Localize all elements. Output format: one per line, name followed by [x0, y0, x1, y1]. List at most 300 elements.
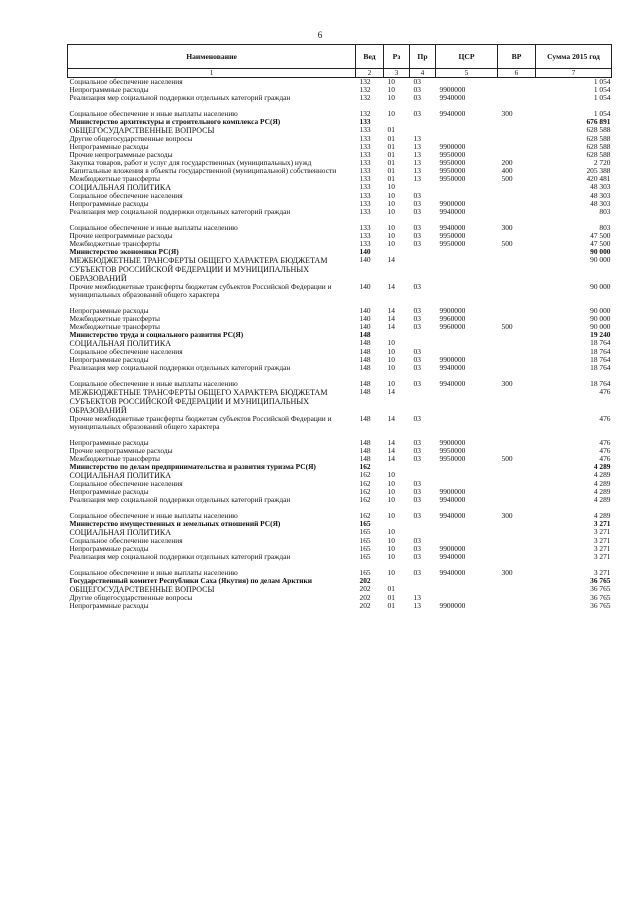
cell-vr: 200: [501, 159, 513, 167]
cell-sum: 476: [599, 455, 611, 463]
table-row: [68, 200, 612, 208]
table-row: [68, 455, 612, 463]
cell-name: Реализация мер социальной поддержки отдельных категорий граждан: [69, 553, 291, 561]
cell-name: Социальное обеспечение населения: [69, 348, 183, 356]
cell-pr: 13: [413, 143, 421, 151]
cell-sum: 4 289: [593, 471, 611, 479]
cell-vr: [498, 364, 536, 372]
cell-csr: 9940000: [439, 569, 466, 577]
cell-pr: 13: [413, 594, 421, 602]
cell-pr: 03: [413, 348, 421, 356]
cell-sum: 420 481: [586, 175, 611, 183]
cell-vr: [498, 192, 536, 200]
cell-rz: [384, 520, 410, 528]
cell-vr: 300: [501, 380, 513, 388]
cell-vr: [498, 200, 536, 208]
table-row: [68, 520, 612, 528]
table-row: [68, 496, 612, 504]
cell-csr: 9950000: [439, 175, 466, 183]
cell-vr: [498, 86, 536, 94]
cell-csr: [436, 577, 498, 585]
cell-name: Капитальные вложения в объекты государственной (муниципальной) собственности: [69, 167, 337, 175]
cell-vr: [498, 488, 536, 496]
cell-ved: 133: [359, 192, 371, 200]
table-row: [68, 447, 612, 455]
cell-name: Другие общегосударственные вопросы: [69, 135, 193, 143]
cell-rz: 01: [387, 167, 395, 175]
cell-ved: 132: [359, 86, 371, 94]
cell-pr: [410, 183, 436, 192]
header-index-3: 3: [384, 69, 410, 78]
cell-rz: 01: [387, 585, 395, 593]
cell-ved: 165: [359, 520, 371, 528]
cell-ved: 162: [359, 512, 371, 520]
table-row: [68, 415, 612, 431]
cell-rz: 10: [387, 553, 395, 561]
cell-pr: [410, 577, 436, 585]
cell-csr: 9950000: [439, 240, 466, 248]
cell-name: Непрограммные расходы: [69, 488, 149, 496]
cell-ved: 202: [359, 602, 371, 610]
cell-name: Непрограммные расходы: [69, 86, 149, 94]
cell-ved: 133: [359, 159, 371, 167]
cell-name: Министерство по делам предпринимательства и развития туризма РС(Я): [69, 463, 316, 471]
cell-rz: 10: [387, 528, 395, 536]
table-row: [68, 94, 612, 102]
cell-csr: 9960000: [439, 323, 466, 331]
cell-csr: [436, 520, 498, 528]
cell-rz: 14: [387, 439, 395, 447]
cell-name: Министерство имущественных и земельных отношений РС(Я): [69, 520, 281, 528]
cell-csr: 9900000: [439, 602, 466, 610]
header-index-4: 4: [410, 69, 436, 78]
row-spacer-cell: [68, 372, 612, 380]
cell-sum: 90 000: [590, 283, 611, 291]
cell-pr: 03: [413, 512, 421, 520]
cell-csr: 9900000: [439, 545, 466, 553]
table-row: [68, 569, 612, 577]
cell-ved: 148: [359, 331, 371, 339]
page-number: 6: [317, 30, 323, 40]
cell-sum: 205 388: [586, 167, 611, 175]
cell-name: Социальное обеспечение населения: [69, 77, 183, 86]
table-row: [68, 364, 612, 372]
cell-csr: 9940000: [439, 496, 466, 504]
table-row: [68, 232, 612, 240]
table-row: [68, 208, 612, 216]
cell-csr: [436, 348, 498, 356]
cell-rz: 10: [387, 348, 395, 356]
cell-rz: 10: [387, 512, 395, 520]
cell-csr: [436, 126, 498, 135]
cell-sum: 803: [599, 224, 611, 232]
cell-csr: [436, 192, 498, 200]
cell-name: Непрограммные расходы: [69, 200, 149, 208]
cell-sum: 3 271: [593, 545, 611, 553]
cell-vr: [498, 256, 536, 283]
cell-csr: [436, 283, 498, 299]
cell-ved: 133: [359, 167, 371, 175]
row-spacer: [68, 431, 612, 439]
header-name: Наименование: [68, 45, 356, 69]
cell-pr: 03: [413, 240, 421, 248]
cell-vr: [498, 602, 536, 610]
cell-rz: 01: [387, 159, 395, 167]
cell-vr: [498, 126, 536, 135]
table-row: [68, 248, 612, 256]
table-row: [68, 463, 612, 471]
cell-csr: 9900000: [439, 143, 466, 151]
cell-csr: 9940000: [439, 512, 466, 520]
cell-rz: [384, 331, 410, 339]
cell-ved: 132: [359, 77, 371, 86]
table-row: [68, 388, 612, 415]
table-row: [68, 159, 612, 167]
cell-csr: 9900000: [439, 307, 466, 315]
table-row: [68, 439, 612, 447]
cell-ved: 162: [359, 463, 371, 471]
table-row: [68, 192, 612, 200]
cell-ved: 148: [359, 356, 371, 364]
cell-vr: [498, 520, 536, 528]
cell-pr: 03: [413, 439, 421, 447]
cell-name: Прочие межбюджетные трансферты бюджетам субъектов Российской Федерации и муниципальных образований общего характера: [69, 283, 332, 299]
cell-ved: 162: [359, 488, 371, 496]
cell-vr: [498, 463, 536, 471]
table-row: [68, 380, 612, 388]
cell-ved: 148: [359, 447, 371, 455]
cell-sum: 628 588: [586, 126, 611, 134]
cell-pr: [410, 331, 436, 339]
table-row: [68, 553, 612, 561]
cell-rz: 10: [387, 183, 395, 191]
cell-rz: 10: [387, 240, 395, 248]
cell-sum: 1 054: [593, 86, 611, 94]
cell-pr: 03: [413, 447, 421, 455]
table-row: [68, 480, 612, 488]
cell-rz: 10: [387, 192, 395, 200]
cell-name: Непрограммные расходы: [69, 307, 149, 315]
table-row: [68, 528, 612, 537]
cell-ved: 140: [359, 315, 371, 323]
cell-sum: 4 289: [593, 496, 611, 504]
table-row: [68, 118, 612, 126]
cell-csr: [436, 256, 498, 283]
cell-vr: [498, 356, 536, 364]
cell-rz: 10: [387, 200, 395, 208]
cell-vr: 500: [501, 175, 513, 183]
table-body: [68, 78, 612, 611]
cell-name: Государственный комитет Республики Саха (Якутия) по делам Арктики: [69, 577, 313, 585]
cell-name: СОЦИАЛЬНАЯ ПОЛИТИКА: [69, 528, 171, 537]
cell-csr: [436, 331, 498, 339]
cell-vr: [498, 415, 536, 431]
cell-name: Реализация мер социальной поддержки отдельных категорий граждан: [69, 364, 291, 372]
cell-name: Непрограммные расходы: [69, 439, 149, 447]
cell-csr: [436, 388, 498, 415]
cell-pr: 13: [413, 167, 421, 175]
cell-csr: 9940000: [439, 110, 466, 118]
cell-vr: [498, 447, 536, 455]
cell-name: Социальное обеспечение населения: [69, 537, 183, 545]
cell-vr: [498, 496, 536, 504]
cell-csr: 9950000: [439, 232, 466, 240]
table-row: [68, 167, 612, 175]
cell-name: Прочие непрограммные расходы: [69, 447, 173, 455]
cell-name: Социальное обеспечение и иные выплаты населению: [69, 569, 238, 577]
cell-vr: 500: [501, 455, 513, 463]
cell-ved: 133: [359, 208, 371, 216]
cell-rz: 10: [387, 339, 395, 347]
table-row: [68, 348, 612, 356]
cell-sum: 48 303: [590, 183, 611, 191]
table-row: [68, 512, 612, 520]
cell-csr: 9950000: [439, 159, 466, 167]
cell-pr: 03: [413, 323, 421, 331]
cell-sum: 676 891: [586, 118, 611, 126]
cell-rz: 14: [387, 455, 395, 463]
table-header: [68, 45, 612, 78]
cell-vr: [498, 315, 536, 323]
cell-ved: 202: [359, 585, 371, 593]
cell-pr: 03: [413, 537, 421, 545]
cell-pr: 03: [413, 356, 421, 364]
cell-vr: [498, 585, 536, 594]
cell-vr: [498, 339, 536, 348]
cell-sum: 3 271: [593, 537, 611, 545]
cell-pr: 03: [413, 283, 421, 291]
cell-rz: 10: [387, 569, 395, 577]
table-row: [68, 331, 612, 339]
cell-ved: 133: [359, 118, 371, 126]
cell-ved: 148: [359, 339, 371, 347]
cell-name: Реализация мер социальной поддержки отдельных категорий граждан: [69, 208, 291, 216]
cell-pr: [410, 256, 436, 283]
cell-csr: 9940000: [439, 224, 466, 232]
cell-rz: [384, 463, 410, 471]
cell-vr: [498, 78, 536, 87]
cell-pr: 13: [413, 135, 421, 143]
cell-rz: 10: [387, 94, 395, 102]
cell-name: Межбюджетные трансферты: [69, 315, 160, 323]
cell-ved: 133: [359, 232, 371, 240]
cell-pr: 03: [413, 488, 421, 496]
cell-vr: [498, 439, 536, 447]
cell-csr: 9940000: [439, 208, 466, 216]
table-row: [68, 577, 612, 585]
cell-name: Закупка товаров, работ и услуг для государственных (муниципальных) нужд: [69, 159, 312, 167]
cell-pr: 03: [413, 496, 421, 504]
cell-ved: 148: [359, 380, 371, 388]
cell-vr: [498, 545, 536, 553]
row-spacer: [68, 102, 612, 110]
cell-pr: [410, 339, 436, 348]
cell-pr: 03: [413, 77, 421, 86]
cell-csr: 9950000: [439, 151, 466, 159]
row-spacer-cell: [68, 504, 612, 512]
cell-ved: 165: [359, 569, 371, 577]
cell-rz: 10: [387, 208, 395, 216]
table-row: [68, 183, 612, 192]
cell-pr: 03: [413, 110, 421, 118]
cell-sum: 3 271: [593, 528, 611, 536]
cell-vr: 300: [501, 110, 513, 118]
cell-pr: 13: [413, 151, 421, 159]
cell-name: ОБЩЕГОСУДАРСТВЕННЫЕ ВОПРОСЫ: [69, 585, 215, 594]
table-row: [68, 224, 612, 232]
cell-name: Социальное обеспечение и иные выплаты населению: [69, 110, 238, 118]
cell-rz: [384, 118, 410, 126]
cell-csr: [436, 118, 498, 126]
cell-name: Прочие межбюджетные трансферты бюджетам субъектов Российской Федерации и муниципальных образований общего характера: [69, 415, 332, 431]
header-index-2: 2: [356, 69, 384, 78]
cell-name: Министерство архитектуры и строительного комплекса РС(Я): [69, 118, 281, 126]
cell-rz: 10: [387, 496, 395, 504]
cell-sum: 3 271: [593, 553, 611, 561]
cell-rz: 10: [387, 224, 395, 232]
cell-ved: 148: [359, 388, 371, 396]
cell-sum: 4 289: [593, 512, 611, 520]
table-row: [68, 86, 612, 94]
cell-sum: 18 764: [590, 339, 611, 347]
cell-name: Прочие непрограммные расходы: [69, 232, 173, 240]
cell-csr: 9900000: [439, 488, 466, 496]
cell-pr: 03: [413, 545, 421, 553]
header-vr: ВР: [498, 45, 536, 69]
cell-csr: 9950000: [439, 455, 466, 463]
cell-pr: 03: [413, 307, 421, 315]
table-row: [68, 594, 612, 602]
cell-csr: [436, 248, 498, 256]
cell-ved: 140: [359, 323, 371, 331]
cell-ved: 165: [359, 553, 371, 561]
cell-pr: 03: [413, 569, 421, 577]
table-row: [68, 283, 612, 299]
row-spacer: [68, 504, 612, 512]
cell-rz: 10: [387, 110, 395, 118]
cell-name: Социальное обеспечение и иные выплаты населению: [69, 380, 238, 388]
row-spacer: [68, 561, 612, 569]
cell-name: Другие общегосударственные вопросы: [69, 594, 193, 602]
cell-rz: 10: [387, 537, 395, 545]
row-spacer-cell: [68, 299, 612, 307]
cell-sum: 476: [599, 439, 611, 447]
cell-name: Прочие непрограммные расходы: [69, 151, 173, 159]
cell-rz: 10: [387, 480, 395, 488]
cell-sum: 3 271: [593, 569, 611, 577]
cell-sum: 628 588: [586, 135, 611, 143]
cell-vr: [498, 528, 536, 537]
cell-rz: 10: [387, 86, 395, 94]
cell-vr: 500: [501, 240, 513, 248]
cell-csr: 9950000: [439, 167, 466, 175]
cell-rz: 01: [387, 175, 395, 183]
cell-vr: [498, 553, 536, 561]
cell-sum: 628 588: [586, 151, 611, 159]
cell-sum: 18 764: [590, 356, 611, 364]
cell-ved: 140: [359, 248, 371, 256]
cell-ved: 140: [359, 256, 371, 264]
cell-sum: 36 765: [590, 585, 611, 593]
table-row: [68, 537, 612, 545]
cell-name: Межбюджетные трансферты: [69, 455, 160, 463]
cell-ved: 133: [359, 200, 371, 208]
cell-sum: 90 000: [590, 307, 611, 315]
cell-name: Межбюджетные трансферты: [69, 240, 160, 248]
cell-ved: 202: [359, 577, 371, 585]
cell-ved: 148: [359, 415, 371, 423]
cell-csr: [436, 537, 498, 545]
cell-name: Непрограммные расходы: [69, 143, 149, 151]
cell-rz: 10: [387, 77, 395, 86]
row-spacer-cell: [68, 561, 612, 569]
cell-sum: 19 240: [590, 331, 611, 339]
cell-ved: 202: [359, 594, 371, 602]
cell-rz: 14: [387, 315, 395, 323]
header-ved: Вед: [356, 45, 384, 69]
cell-pr: [410, 118, 436, 126]
row-spacer: [68, 216, 612, 224]
table-row: [68, 175, 612, 183]
cell-rz: 01: [387, 143, 395, 151]
cell-rz: 01: [387, 151, 395, 159]
table-row: [68, 307, 612, 315]
cell-vr: [498, 118, 536, 126]
cell-ved: 132: [359, 94, 371, 102]
cell-rz: 10: [387, 380, 395, 388]
cell-name: Министерство труда и социального развития РС(Я): [69, 331, 244, 339]
cell-vr: [498, 143, 536, 151]
cell-pr: [410, 248, 436, 256]
cell-vr: [498, 135, 536, 143]
header-csr: ЦСР: [436, 45, 498, 69]
cell-csr: [436, 339, 498, 348]
cell-ved: 162: [359, 471, 371, 479]
cell-rz: 14: [387, 307, 395, 315]
header-index-row: [68, 69, 612, 78]
cell-pr: 03: [413, 455, 421, 463]
header-index-6: 6: [498, 69, 536, 78]
cell-vr: [498, 480, 536, 488]
cell-ved: 132: [359, 110, 371, 118]
table-row: [68, 339, 612, 348]
cell-pr: [410, 520, 436, 528]
table-row: [68, 356, 612, 364]
cell-rz: 10: [387, 488, 395, 496]
cell-name: МЕЖБЮДЖЕТНЫЕ ТРАНСФЕРТЫ ОБЩЕГО ХАРАКТЕРА БЮДЖЕТАМ СУБЪЕКТОВ РОССИЙСКОЙ ФЕДЕРАЦИИ И МУНИЦИПАЛЬНЫХ ОБРАЗОВАНИЙ: [69, 388, 328, 415]
cell-vr: [498, 94, 536, 102]
cell-sum: 628 588: [586, 143, 611, 151]
cell-pr: 13: [413, 175, 421, 183]
table-row: [68, 143, 612, 151]
cell-rz: 14: [387, 447, 395, 455]
cell-sum: 36 765: [590, 577, 611, 585]
table-row: [68, 602, 612, 610]
cell-ved: 162: [359, 496, 371, 504]
table-row: [68, 545, 612, 553]
cell-name: Социальное обеспечение и иные выплаты населению: [69, 224, 238, 232]
cell-sum: 90 000: [590, 248, 611, 256]
cell-vr: [498, 594, 536, 602]
cell-pr: 03: [413, 200, 421, 208]
table-row: [68, 240, 612, 248]
cell-name: Непрограммные расходы: [69, 356, 149, 364]
cell-csr: 9940000: [439, 94, 466, 102]
cell-name: ОБЩЕГОСУДАРСТВЕННЫЕ ВОПРОСЫ: [69, 126, 215, 135]
cell-sum: 4 289: [593, 480, 611, 488]
cell-name: Непрограммные расходы: [69, 545, 149, 553]
cell-csr: [436, 594, 498, 602]
